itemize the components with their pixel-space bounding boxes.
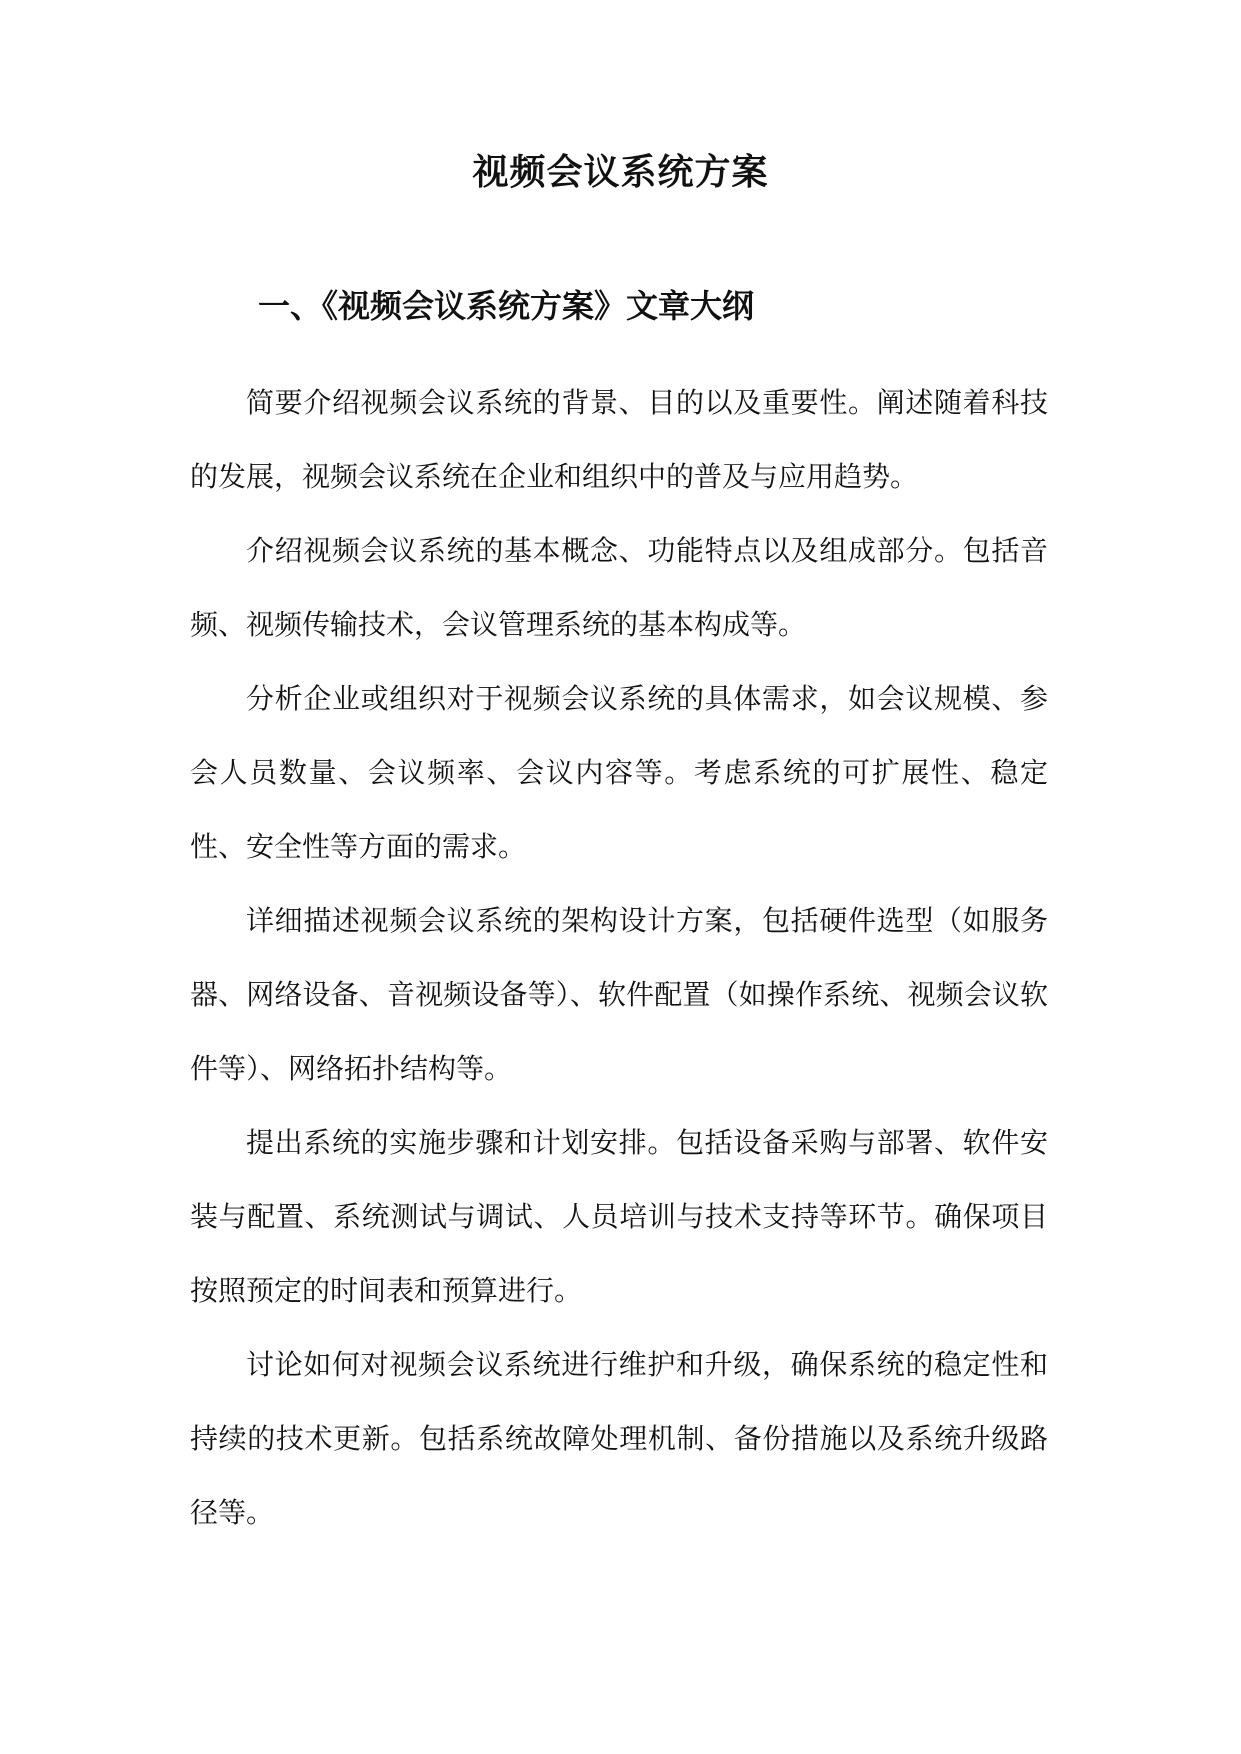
paragraph-maintenance: 讨论如何对视频会议系统进行维护和升级，确保系统的稳定性和持续的技术更新。包括系统故障处理机制、备份措施以及系统升级路径等。 xyxy=(190,1348,1048,1529)
section-heading: 一、《视频会议系统方案》文章大纲 xyxy=(258,287,755,325)
paragraph-architecture: 详细描述视频会议系统的架构设计方案，包括硬件选型（如服务器、网络设备、音视频设备等）、软件配置（如操作系统、视频会议软件等）、网络拓扑结构等。 xyxy=(190,904,1048,1085)
paragraph-implementation: 提出系统的实施步骤和计划安排。包括设备采购与部署、软件安装与配置、系统测试与调试、人员培训与技术支持等环节。确保项目按照预定的时间表和预算进行。 xyxy=(190,1126,1048,1307)
paragraph-background: 简要介绍视频会议系统的背景、目的以及重要性。阐述随着科技的发展，视频会议系统在企业和组织中的普及与应用趋势。 xyxy=(190,386,1048,493)
paragraph-concepts: 介绍视频会议系统的基本概念、功能特点以及组成部分。包括音频、视频传输技术，会议管理系统的基本构成等。 xyxy=(190,534,1048,641)
document-title: 视频会议系统方案 xyxy=(472,151,769,193)
document-body xyxy=(190,366,1048,1550)
paragraph-requirements: 分析企业或组织对于视频会议系统的具体需求，如会议规模、参会人员数量、会议频率、会议内容等。考虑系统的可扩展性、稳定性、安全性等方面的需求。 xyxy=(190,682,1048,863)
